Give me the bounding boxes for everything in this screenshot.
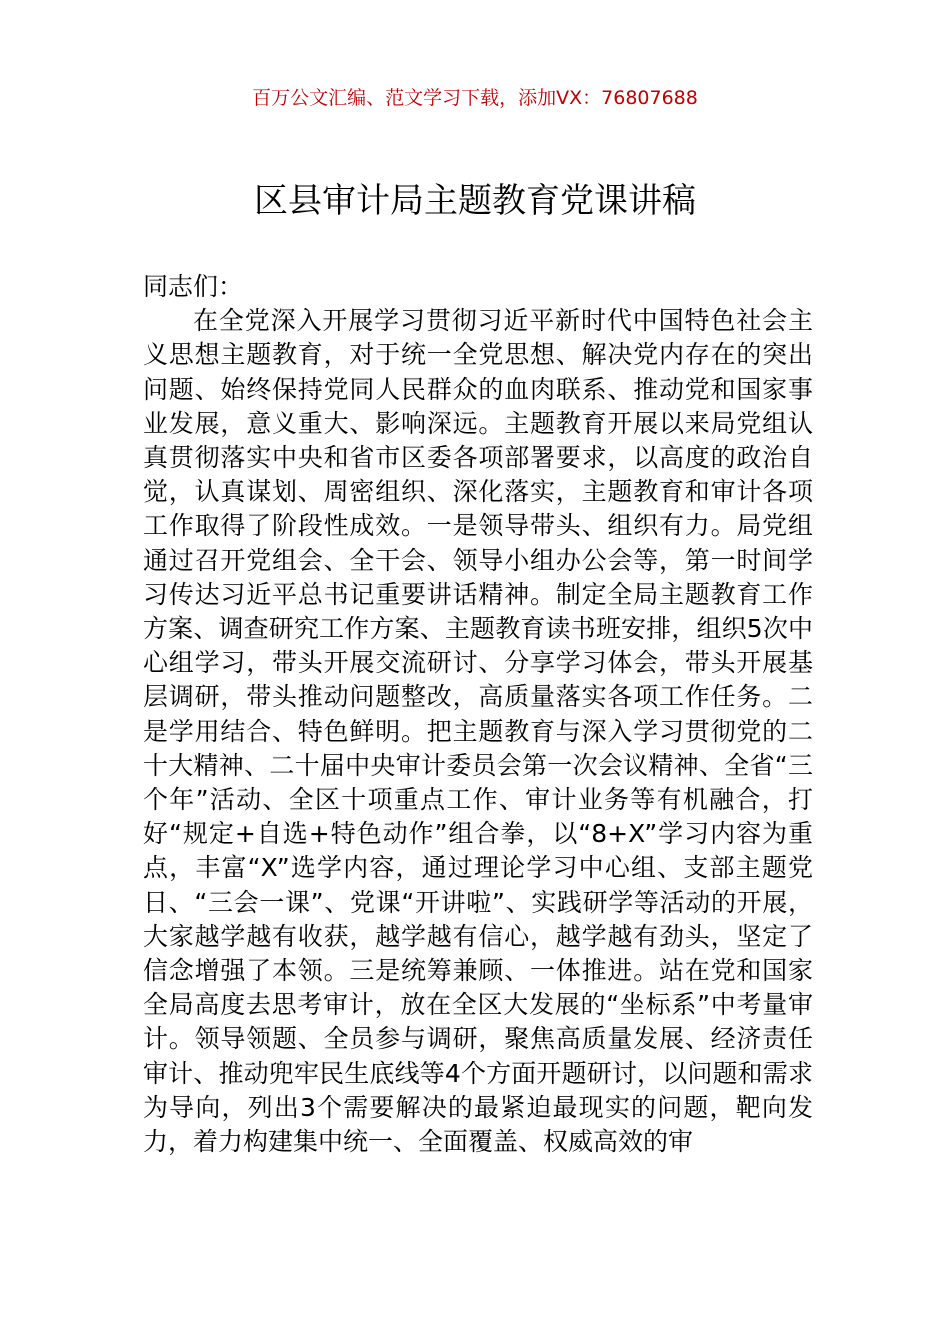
body-paragraph: 在全党深入开展学习贯彻习近平新时代中国特色社会主义思想主题教育，对于统一全党思想、解决党内存在的突出问题、始终保持党同人民群众的血肉联系、推动党和国家事业发展，意义重大、影响深远。主题教育开展以来局党组认真贯彻落实中央和省市区委各项部署要求，以高度的政治自觉，认真谋划、周密组织、深化落实，主题教育和审计各项工作取得了阶段性成效。一是领导带头、组织有力。局党组通过召开党组会、全干会、领导小组办公会等，第一时间学习传达习近平总书记重要讲话精神。制定全局主题教育工作方案、调查研究工作方案、主题教育读书班安排，组织5次中心组学习，带头开展交流研讨、分享学习体会，带头开展基层调研，带头推动问题整改，高质量落实各项工作任务。二是学用结合、特色鲜明。把主题教育与深入学习贯彻党的二十大精神、二十届中央审计委员会第一次会议精神、全省“三个年”活动、全区十项重点工作、审计业务等有机融合，打好“规定+自选+特色动作”组合拳，以“8+X”学习内容为重点，丰富“X”选学内容，通过理论学习中心组、支部主题党日、“三会一课”、党课“开讲啦”、实践研学等活动的开展，大家越学越有收获，越学越有信心，越学越有劲头，坚定了信念增强了本领。三是统筹兼顾、一体推进。站在党和国家全局高度去思考审计，放在全区大发展的“坐标系”中考量审计。领导领题、全员参与调研，聚焦高质量发展、经济责任审计、推动兜牢民生底线等4个方面开题研讨，以问题和需求为导向，列出3个需要解决的最紧迫最现实的问题，靶向发力，着力构建集中统一、全面覆盖、权威高效的审 bbox=[143, 306, 813, 1157]
document-body bbox=[143, 270, 813, 1159]
salutation: 同志们： bbox=[143, 272, 244, 301]
document-title: 区县审计局主题教育党课讲稿 bbox=[254, 181, 696, 221]
header-notice: 百万公文汇编、范文学习下载，添加VX：76807688 bbox=[252, 87, 698, 109]
